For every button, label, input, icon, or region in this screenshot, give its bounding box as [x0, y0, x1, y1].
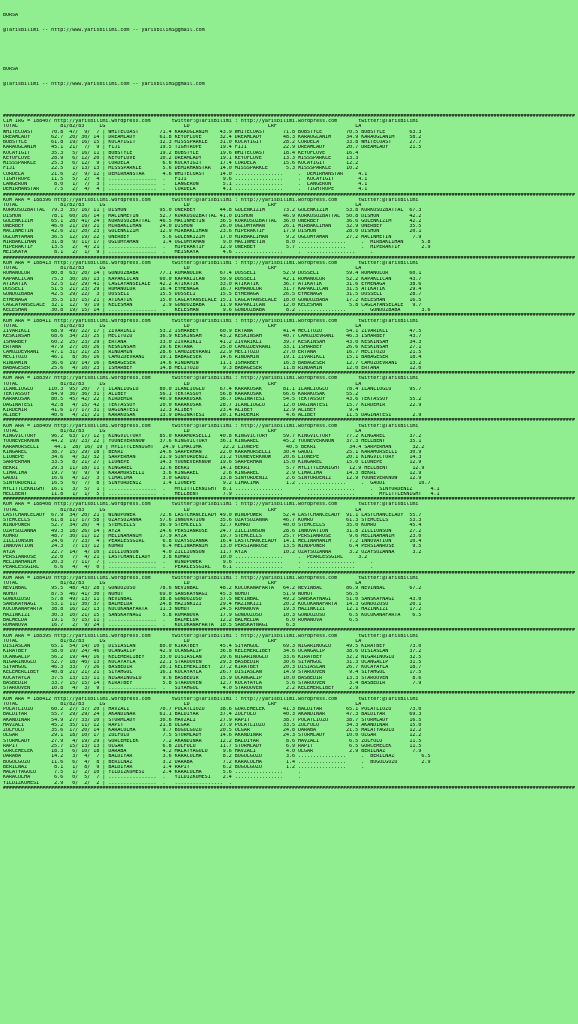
- table-row: GUNDUZBABA 42.5 29/ 22/ 3 | DUSSELI 15.5 DUSSELI 15.5 EYMENAGA 26.5 EYMENAGA 31.5 DUSSELI 28.7: [3, 292, 422, 298]
- column-header: TOTAL 81/82/83 LG LD LRF LA: [3, 124, 362, 130]
- table-row: KARACULHA 6.6 0/ 5/ 7 | ................ . YILDIZKUMESI 2.4 ................ .: [3, 775, 302, 781]
- table-row: KARAMURSELLI 44.1 28/ 16/ 19 | MYLITTLEKNIGHT 24.9 CIMACIMA 22.2 LIONEPE 40.5 BEKRI 34.4 SARPERHAN 32.2: [3, 444, 425, 450]
- table-row: OGLUMYAMAN 36.5 12/ 19/ 22 | ONERBEY 5.6 GULENKIZIM 17.0 MIRBAKLIHAN 9.2 OGLUMYAMAN 27.2 MACINMETIN 7.9: [3, 234, 422, 240]
- section-divider: ##############################################################################################################################################################################################: [3, 255, 575, 261]
- table-row: ERTANA 47.9 27/ 10/ 26 | KESKINSAH 29.6 ERTANA 25.0 CAMUZDEVRANI 33.1 ISHARBEY 26.6 KESKINSAH 27.1: [3, 344, 422, 350]
- race-header: KUM ARA = 188397 http://yarisbilimi.wordpress.com twitter:@TarisBilimi : http://yarisbilimi.wordpress.com twitter:@TarisBilimi: [3, 376, 419, 382]
- table-row: KELEMERLIBEY 40.8 21/ 21/ 21 | SIYAHGUL 16.1 KOCAYAYLA 26.7 DISIASLAN 14.9 STAROOVEN 9.4 SIYAHGUL 17.5: [3, 670, 422, 676]
- table-row: BALMELDA 19.1 5/ 15/ 11 | ................ . BALMELDA 12.2 BALMELDA 6.0 ROMANOVA 6.5: [3, 617, 359, 623]
- table-row: LASTCHANCELADY 67.9 34/ 20/ 21 | WINDPOWER 72.6 LASTCHANCELADY 49.0 WINDPOWER 52.4 LASTCHANCELADY 91.1 LASTCHANCELADY 55.7: [3, 512, 422, 518]
- table-row: NIGARINOGLU 52.7 18/ 40/ 13 | KOCAYAYLA 22.1 STAROOVEN 29.3 BASBEDIR 30.6 SIYAHGUL 31.3 UCANGALIP 31.5: [3, 659, 422, 665]
- table-row: DISIASLAN 65.1 54/ 14/ 10 | DISIASLAN 80.0 KIRATBEY 45.4 SIYAHGUL 69.3 NIGARINOGLU 49.5 KIRATBEY 73.0: [3, 644, 422, 649]
- table-row: MIRBAKLIHAN 31.8 9/ 11/ 17 | OGLUMYAMAN 1.4 OGLUMYAMAN 9.0 MACINMETIN 8.0 ................ . MIRBAKLIHAN 5.8: [3, 239, 431, 245]
- table-row: MELINAHANIM 20.3 7/ 11/ 7 | ................ . WINDPOWER 9.6 ................ . ................ .: [3, 560, 374, 565]
- table-row: SINYORDENIZ 16.5 6/ 7/ 8 | SINYORDENIZ 1.4 LIONEPE 9.2 CIMACIMA 1.2 ................ . GAUDI 10.7: [3, 481, 431, 487]
- spacer: [3, 44, 575, 56]
- table-row: FIJI 22.5 1/ 13/ 13 | MISSSPARKLE 5.6 DEMIRHANSTAR 14.0 MISSSPARKLE 5.3 MISSSPARKLE 10.2: [3, 166, 359, 172]
- section-divider: ##############################################################################################################################################################################################: [3, 113, 575, 119]
- table-row: STEMCELLS 61.8 11/ 17/ 58 | OZAYSUZANNA 57.6 INNOVATION 35.6 OZAYSUZANNA 46.7 KUMRU 61.3 STEMCELLS 53.3: [3, 518, 422, 523]
- table-row: LANGERON 8.0 1/ 7/ 3 | ................ . LANGERON 5.1 ................ . LANGERON 4.1: [3, 182, 368, 187]
- table-row: CAGLAYANSELALE 32.1 12/ 9/ 19 | KELESHAN 2.9 GUNDUZBABA 11.9 KAPAKLICAN 12.0 KELESHAN 5.8 CAGLAYANSELALE 9.7: [3, 302, 422, 308]
- table-row: KESKINSAH 68.6 34/ 23/ 25 | MECITOZU 36.9 KESKINSAH 43.2 KESKINSAH 40.7 CAMUZDEVRANI 46.3 ISHARBEY 43.7: [3, 334, 422, 340]
- section-divider: ##############################################################################################################################################################################################: [3, 313, 575, 319]
- table-row: EYMENAGA 35.5 13/ 15/ 21 | ATIKATIK 15.0 CAGLAYANSELALE 15.1 CAGLAYANSELALE 18.0 GUNDUZBABA 17.2 KELESHAN 16.5: [3, 297, 422, 303]
- table-row: TEKTASSOY 84.9 36/ 36/ 31 | ALIBEY 56.1 TEKTASSOY 56.8 KARAKUSAK 66.6 KARAKUSAK 55.2: [3, 392, 359, 397]
- race-header: KUM ARA = 188412 http://yarisbilimi.wordpress.com twitter:@TarisBilimi : http://yarisbilimi.wordpress.com twitter:@TarisBilimi: [3, 696, 419, 702]
- table-row: KORKUSUZBATTAL 79.3 35/ 16/ 11 | DISHUN 95.0 ONERBEY 44.8 GULENKIZIM 73.2 GULENKIZIM 53.8 KORKUSUZBATTAL 67.3: [3, 208, 422, 214]
- table-row: KOCAYAYLA 37.5 13/ 13/ 11 | NIGARINOGLU 9.6 BASBEDIR 15.9 UCANGALIP 10.0 BASBEDIR 13.3 STAROOVEN 8.6: [3, 675, 422, 681]
- table-row: RINDAMIN 36.6 19/ 14/ 16 | BABAGESER 14.6 RINDAMIN 11.1 ISHARBEY 16.3 BABAGESER 12.7 CAMUZDEVRANI 13.2: [3, 360, 422, 366]
- table-row: MECITOZU 46.1 8/ 36/ 16 | CAMUZDEVRANI 19.1 BABAGESER 14.6 RINDAMIN 19.1 ZIVARIKLI 15.1 BABAGESER 18.4: [3, 355, 422, 361]
- table-row: YILDIZKUMESI 2.9 0/ 2/ 2 | ................ . ................ .: [3, 780, 232, 786]
- table-row: DUSSELI 51.5 21/ 23/ 29 | ROMANOLUR 16.4 EYMENAGA 16.7 ROMANOLUR 31.7 KAPAKLICAN 31.5 ATIKATIK 29.4: [3, 287, 422, 292]
- table-row: POLATLIOZU 60.2 27/ 37/ 20 | HAVZALI 70.7 POLATLIOZU 38.6 GORCEMELEK 41.3 BALDIYAR 65.1 POLATLIOZU 73.0: [3, 707, 422, 712]
- table-row: TIGHTROPE 11.5 5/ 2/ 4 | ................ . FIJI 9.6 ................ . KOCAYIGIT 4.1: [3, 176, 368, 182]
- race-header: KUM ARA = 188410 http://yarisbilimi.wordpress.com twitter:@TarisBilimi : http://yarisbilimi.wordpress.com twitter:@TarisBilimi: [3, 575, 419, 581]
- table-row: ALIBEY 40.6 4/ 21/ 21 | KARAKUSAK 13.9 DAGINATESI 20.1 KIRDEMIR 4.6 ALIBEY 11.5 DAGINATESI 2.9: [3, 413, 422, 418]
- table-row: GAUDI 16.6 4/ 12/ 3 | CIMACIMA 3.0 GAUDI 13.8 SINYORDENIZ 2.6 SINYORDENIZ 12.9 YOUNEVERKNOW 12.9: [3, 476, 422, 481]
- column-header: TOTAL 81/82/83 LG LD LRF LA: [3, 701, 362, 707]
- column-header: TOTAL 81/82/83 LG LD LRF LA: [3, 323, 362, 329]
- table-row: HIPERAKTIF 13.5 2/ 4/ 21 | ................ . HIPERAKTIF 12.9 ONERBEY 5.7 ................ . HIPERAKTIF 2.9: [3, 245, 431, 250]
- table-row: CORDELA 21.6 2/ 9/ 12 | DEMIRHANSTAR 4.6 WHITECOAST 14.0 ................ . DEMIRHANSTAR 4.1: [3, 171, 368, 177]
- table-row: SIYAHGUL 46.3 33/ 7/ 26 | BASBEDIR 20.1 KELEMERLIBEY 27.2 KIRATBEY 20.3 DISIASLAN 26.7 KOCAYAYLA 18.7: [3, 665, 422, 670]
- table-row: ONERBEY 46.0 21/ 19/ 21 | MIRBAKLIHAN 24.0 DISHUN 26.0 OGLUMYAMAN 26.1 MIRBAKLIHAN 32.9 ONERBEY 35.5: [3, 224, 422, 229]
- table-row: CIMACIMA 19.7 9/ 9/ 9 | KARAMURSELLI 3.6 KINGAREL 2.6 KINGAREL 2.9 CIMACIMA 14.3 BEKRI 12.9: [3, 470, 422, 476]
- report-title-2: BORSA: [3, 66, 19, 72]
- column-header: TOTAL 81/82/83 LG LD LRF LA: [3, 581, 362, 586]
- table-row: ATIKATIK 52.5 12/ 29/ 41 | CAGLAYANSELALE 42.2 ATIKATIK 33.0 ATIKATIK 36.7 ATIKATIK 31.6 EYMENAGA 38.6: [3, 281, 422, 287]
- table-row: KIRATBEY 58.0 19/ 24/ 46 | UCANGALIP 42.9 UCANGALIP 36.8 KELEMERLIBEY 34.6 UCANGALIP 38.6 DISIASLAN 37.2: [3, 649, 422, 655]
- table-row: LIONEPE 34.6 4/ 32/ 32 | SARPERHAN 21.9 SINYORDENIZ 21.2 YOUNEVERKNOW 20.6 LIONEPE 20.1 KINGVICTORY 14.3: [3, 455, 422, 460]
- table-row: DISHUN 78.1 60/ 16/ 14 | MACINMETIN 52.7 KORKUSUZBATTAL 41.0 DISHUN 46.9 KORKUSUZBATTAL 50.8 DISHUN 42.2: [3, 213, 422, 219]
- table-row: KUMRU 48.7 30/ 11/ 12 | MELINAHANIM 17.9 AYZA 19.7 STEMCELLS 25.7 PERSIANROSE 9.6 MELINAHANIM 23.0: [3, 533, 422, 539]
- table-row: BABAGESER 25.6 4/ 10/ 23 | ISHARBEY 14.8 MECITOZU 9.3 BABAGESER 11.8 RINDAMIN 12.0 ERTANA 12.0: [3, 365, 422, 371]
- table-row: AKANDINAR 54.9 27/ 33/ 10 | STORMLADY 30.6 HAVZALI 27.9 RAPIT 38.7 POLATLIOZU 38.7 STORMLADY 16.5: [3, 717, 422, 723]
- race-header: KUM ARA = 188411 http://yarisbilimi.wordpress.com twitter:@TarisBilimi : http://yarisbilimi.wordpress.com twitter:@TarisBilimi: [3, 318, 419, 324]
- table-row: YOUNEVERKNOW 44.2 19/ 23/ 22 | YOUNEVERKNOW 37.6 KINGVICTORY 36.1 KINGAREL 45.2 YOUNEVERKNOW 37.3 HELLBENT 35.1: [3, 439, 422, 445]
- column-header: TOTAL 81/82/83 LG LD LRF LA: [3, 638, 362, 644]
- table-row: ZIVARIKLI 68.9 49/ 22/ 17 | ZIVARIKLI 53.2 ISHARBEY 60.9 ERTANA 41.4 MECITOZU 54.1 ZIVARIKLI 47.5: [3, 329, 422, 334]
- table-row: DAGINATESI 42.8 4/ 15/ 42 | TEKTASSOY 20.0 KARAKUSAK 28.7 ILANLIOGLU 12.0 DAGINATESI 15.7 KIRDEMIR 22.9: [3, 402, 422, 408]
- table-row: STAROOVEN 10.8 4/ 3/ 9 | ................ . SIYAHGUL 4.0 STAROOVEN 2.2 KELEMERLIBEY 2.9: [3, 686, 359, 691]
- table-row: ROMANOLUR 80.8 63/ 20/ 14 | GUNDUZBABA 77.1 ROMANOLUR 67.4 DUSSELI 52.9 DUSSELI 59.4 ROMANOLUR 60.1: [3, 271, 422, 277]
- report-credit: @TarisBilimi -- http://www.yarisbilimi.com -- yarisbilimi@gmail.com: [3, 28, 205, 34]
- table-row: MEISKAYA 8.1 2/ 1/ 9 | ................ . MEISKAYA 4.6 ................ . ................ .: [3, 250, 374, 256]
- table-row: MYLITTLEKNIGHT 16.1 3/ 5/ 1 | ................ . MYLITTLEKNIGHT 8.1 ................ . ................ . SINYORDENIZ 4.1: [3, 486, 440, 492]
- table-row: BERILNAZ 8.1 1/ 8/ 9 | BALDIYAR 1.4 RAPIT 6.2 BUGULGOZU 1.2 ................ .: [3, 764, 365, 770]
- race-sections: [3, 114, 575, 791]
- table-row: STORMLADY 27.9 4/ 19/ 29 | GORCEMELEK 7.2 AKANDINAR 12.2 BALDIYAR 8.6 HAVZALI 6.5 ZULFULU 11.5: [3, 738, 422, 744]
- table-row: KUCUKANAFARTA 38.8 16/ 12/ 13 | KUCUKANAFARTA 11.3 NOHUT 24.5 ROMANOVA 19.3 HAZINKIZI 12.1 HAZINKIZI 17.2: [3, 607, 422, 613]
- column-header: TOTAL 81/82/83 LG LD LRF LA: [3, 203, 362, 208]
- section-divider: ##############################################################################################################################################################################################: [3, 418, 575, 424]
- table-row: KOCAYIGIT 35.3 5/ 16/ 11 | BOBSTYLE 19.2 BOBSTYLE 19.6 WHITECOAST 18.4 KEYOFLOVE 16.4: [3, 150, 359, 156]
- table-row: KARAOGLANIM 45.1 21/ 7/ 9 | FIJI 19.5 TIGHTROPE 19.4 FIJI 22.9 DREAMLADY 20.7 DREAMLADY 21.5: [3, 145, 422, 151]
- report-credit-2: @TarisBilimi -- http://www.yarisbilimi.com -- yarisbilimi@gmail.com: [3, 82, 205, 88]
- table-row: OZAYSUZANNA 49.3 18/ 26/ 14 | AYZA 24.6 PERSIANROSE 24.7 ZILLIONSUN 28.6 INNOVATION 31.8 ZILLIONSUN 27.2: [3, 528, 422, 534]
- race-header: KUM ARA = 188396 http://yarisbilimi.wordpress.com twitter:@TarisBilimi : http://yarisbilimi.wordpress.com twitter:@TarisBilimi: [3, 197, 419, 203]
- race-header: KUM ARA = 188395 http://yarisbilimi.wordpress.com twitter:@TarisBilimi : http://yarisbilimi.wordpress.com twitter:@TarisBilimi: [3, 633, 419, 639]
- table-row: GULENKIZIM 65.1 28/ 41/ 24 | KORKUSUZBATTAL 46.5 MACINMETIN 36.5 KORKUSUZBATTAL 36.0 ONERBEY 36.6 GULENKIZIM 42.2: [3, 218, 422, 224]
- table-row: BEKRI 29.3 11/ 18/ 11 | KINGAREL 12.6 BEKRI 14.1 BEKRI 5.7 MYLITTLEKNIGHT 12.9 HELLBENT 12.9: [3, 465, 425, 471]
- table-row: WHITECOAST 70.8 47/ 9/ 7 | WHITECOAST 71.4 KARAOGLANIM 43.9 WHITECOAST 71.8 BOBSTYLE 70.5 BOBSTYLE 63.3: [3, 129, 422, 135]
- table-row: KIRDEMIR 41.6 17/ 17/ 31 | DAGINATESI 12.3 ALIBEY 23.4 ALIBEY 12.9 ALIBEY 9.4: [3, 407, 359, 413]
- table-row: DREAMLADY 62.7 20/ 30/ 14 | DREAMLADY 61.8 KEYOFLOVE 32.4 DREAMLADY 48.3 KARAOGLANIM 34.9 KARAOGLANIM 58.2: [3, 134, 422, 140]
- table-row: PERSIANROSE 22.0 7/ 4/ 21 | LASTCHANCELADY 3.8 KUMRU 10.0 ................ . PEARLESSGIRL 3.2: [3, 554, 368, 560]
- table-row: MALATYAGULU 7.5 1/ 2/ 10 | YILDIZKUMESI 2.4 KARACULHA 5.6 ................ .: [3, 770, 302, 775]
- table-row: KARAKUSAK 80.5 45/ 42/ 22 | KIRDEMIR 40.9 KARAKUSAK 36.7 DAGINATESI 54.5 TEKTASSOY 43.6 TEKTASSOY 55.2: [3, 397, 422, 403]
- column-header: TOTAL 81/82/83 LG LD LRF LA: [3, 507, 362, 513]
- race-header: KUM ARA = 188408 http://yarisbilimi.wordpress.com twitter:@TarisBilimi : http://yarisbilimi.wordpress.com twitter:@TarisBilimi: [3, 502, 419, 508]
- table-row: INNOVATION 24.3 7/ 13/ 12 | KUMRU 6.4 MELINAHANIM 13.0 PERSIANROSE 13.5 WINDPOWER 6.4 PERSIANROSE 9.5: [3, 544, 422, 550]
- table-row: BOBSTYLE 61.8 19/ 16/ 15 | KOCAYIGIT 32.3 MISSSPARKLE 31.0 KOCAYIGIT 28.2 CORDELA 33.8 WHITECOAST 27.7: [3, 140, 422, 145]
- race-header: KUM ARA = 188413 http://yarisbilimi.wordpress.com twitter:@TarisBilimi : http://yarisbilimi.wordpress.com twitter:@TarisBilimi: [3, 260, 419, 266]
- race-header: CIM IRG = 188407 http://yarisbilimi.wordpress.com twitter:@TarisBilimi : http://yarisbilimi.wordpress.com twitter:@TarisBilimi: [3, 119, 419, 124]
- table-row: KINGAREL 38.7 15/ 29/ 18 | BEKRI 24.6 SARPERHAN 22.0 KARAMURSELLI 30.4 GAUDI 25.1 KARAMURSELLI 30.9: [3, 449, 422, 455]
- table-row: ILANLIOGLU 110.3 95/ 20/ 7 | ILANLIOGLU 80.0 ILANLIOGLU 67.4 KARAKUSAK 81.1 ILANLIOGLU 78.4 ILANLIOGLU 95.7: [3, 386, 422, 392]
- table-row: MISSSPARKLE 25.3 6/ 12/ 9 | CORDELA 6.6 KOCAYIGIT 17.4 CORDELA 15.6 KOCAYIGIT 12.2: [3, 161, 359, 166]
- section-divider: ##############################################################################################################################################################################################: [3, 785, 575, 791]
- table-row: ISHARBEY 60.2 25/ 23/ 29 | ERTANA 33.0 ZIVARIKLI 41.2 ZIVARIKLI 39.7 KESKINSAH 43.0 KESKINSAH 34.3: [3, 339, 422, 345]
- table-row: GORCEMELEK 18.3 6/ 10/ 18 | DARABA 4.2 MALATYAGULU 9.6 HAVZALI 4.0 OLGAR 2.9 BERILNAZ 7.9: [3, 749, 422, 754]
- section-divider: ##############################################################################################################################################################################################: [3, 570, 575, 576]
- spacer-2: [3, 98, 575, 103]
- table-row: ROMANOVA 16.7 2/ 9/ 24 | ................ . KUCUKANAFARTA 10.5 SANSKAYNAGI 6.3: [3, 623, 295, 628]
- table-row: DARABA 14.2 3/ 4/ 7 | BALDIYAR 3.6 KARACULHA 8.2 BUGULGOZU 3.6 ................ . BERILNAZ 6.5: [3, 754, 431, 760]
- table-row: SARPERHAN 33.5 8/ 21/ 27 | LIONEPE 14.3 YOUNEVERKNOW 19.6 SARPERHAN 15.0 KINGAREL 15.0 LIONEPE 12.9: [3, 460, 422, 466]
- section-divider: ##############################################################################################################################################################################################: [3, 192, 575, 198]
- section-divider: ##############################################################################################################################################################################################: [3, 628, 575, 634]
- table-row: ZILLIONSUN 24.6 7/ 23/ 4 | PEARLESSGIRL 6.8 OZAYSUZANNA 16.4 LASTCHANCELADY 14.1 MELINAHANIM 7.2 INNOVATION 10.4: [3, 539, 422, 544]
- table-row: DEMIRHANSTAR 7.5 2/ 4/ 4 | ................ . CORDELA 4.1 ................ . TIGHTROPE 4.1: [3, 187, 368, 193]
- table-row: MACINMETIN 42.6 21/ 20/ 23 | GULENKIZIM 12.9 MIRBAKLIHAN 23.6 HIPERAKTIF 17.9 DISHUN 28.0 DISHUN 20.1: [3, 229, 422, 235]
- table-row: KEYOFLOVE 28.9 6/ 12/ 20 | KEYOFLOVE 10.2 DREAMLADY 19.1 KEYOFLOVE 13.3 MISSSPARKLE 13.3: [3, 155, 359, 161]
- column-header: TOTAL 81/82/83 LG LD LRF LA: [3, 428, 362, 434]
- table-row: SANSKAYNAGI 53.1 11/ 30/ 37 | BALMELDA 24.8 HAZINKIZI 29.4 HAZINKIZI 20.2 KUCUKANAFARTA 14.3 GUNDUZUSU 20.1: [3, 602, 422, 607]
- table-row: CAMUZDEVRANI 47.1 31/ 21/ 25 | RINDAMIN 28.6 CAMUZDEVRANI 22.9 MECITOZU 27.0 ERTANA 16.7 MECITOZU 21.5: [3, 350, 422, 355]
- section-divider: ##############################################################################################################################################################################################: [3, 691, 575, 697]
- table-row: PEARLESSGIRL 6.6 4/ 4/ 0 | ................ . PEARLESSGIRL 6.1 ................ . ................ .: [3, 565, 374, 571]
- table-row: OLGAR 29.1 18/ 10/ 17 | ZULFULU 7.5 STORMLADY 14.6 AKANDINAR 24.3 STORMLADY 10.0 OLGAR 12.2: [3, 733, 422, 739]
- table-row: KINGVICTORY 96.2 63/ 17/ 12 | KINGVICTORY 85.0 KARAMURSELLI 40.8 KINGVICTORY 59.7 KINGVICTORY 77.2 KINGAREL 37.2: [3, 434, 422, 439]
- section-divider: ##############################################################################################################################################################################################: [3, 497, 575, 502]
- table-row: AYZA 22.7 14/ 4/ 10 | ZILLIONSUN 4.0 ZILLIONSUN 11.7 AYZA 10.2 OZAYSUZANNA 3.2 OZAYSUZANNA 3.2: [3, 549, 422, 555]
- table-row: WINDPOWER 52.7 34/ 26/ 4 | STEMCELLS 36.9 STEMCELLS 32.7 KUMRU 40.0 STEMCELLS 35.0 KUMRU 45.4: [3, 523, 422, 529]
- table-row: KELESHAN 30.8 19/ 15/ 14 | ................ . KELESHAN 9.6 GUNDUZBABA 8.2 ................ . GUNDUZBABA 3.6: [3, 308, 431, 313]
- race-header: KUM ARA = 188409 http://yarisbilimi.wordpress.com twitter:@TarisBilimi : http://yarisbilimi.wordpress.com twitter:@TarisBilimi: [3, 423, 419, 429]
- section-divider: ##############################################################################################################################################################################################: [3, 371, 575, 376]
- table-row: BASBEDIR 33.7 15/ 15/ 14 | KIRATBEY 5.8 STAROOVEN 12.7 KOCAYAYLA 5.6 STAROOVEN 3.4 BASBEDIR 7.9: [3, 680, 422, 686]
- table-row: RAPIT 25.7 15/ 13/ 13 | OLGAR 6.8 ZULFULU 11.7 STORMLADY 6.9 RAPIT 6.5 GORCEMELEK 11.5: [3, 743, 422, 749]
- column-header: TOTAL 81/82/83 LG LD LRF LA: [3, 266, 362, 271]
- table-row: BALDIYAR 55.7 29/ 29/ 24 | AKANDINAR 61.1 BALDIYAR 37.4 ZULFULU 40.3 AKANDINAR 47.3 BALDIYAR 69.3: [3, 712, 422, 718]
- table-row: NOHUT 87.5 46/ 41/ 30 | NOHUT 69.0 SANSKAYNAGI 45.3 NOHUT 51.9 NOHUT 56.5: [3, 591, 359, 597]
- table-row: NEVINBAL 95.5 48/ 43/ 28 | GUNDUZUSU 78.6 NEVINBAL 48.2 KUCUKANAFARTA 64.2 NEVINBAL 86.9 NEVINBAL 67.2: [3, 586, 422, 592]
- table-row: KAPAKLICAN 75.3 30/ 16/ 13 | KAPAKLICAN 60.0 KAPAKLICAN 59.9 DUSSELI 42.1 ROMANOLUR 52.2 KAPAKLICAN 43.7: [3, 276, 422, 282]
- table-row: UCANGALIP 56.2 19/ 44/ 16 | KELEMERLIBEY 33.0 DISIASLAN 29.6 NIGARINOGLU 33.6 KIRATBEY 32.2 NIGARINOGLU 32.5: [3, 654, 422, 660]
- table-row: BUGULGOZU 11.6 6/ 4/ 8 | BERILNAZ 3.2 DARABA 7.2 KARACULHA 1.4 ................ . BUGULGOZU 2.9: [3, 759, 431, 765]
- table-row: HELLBENT 11.8 1/ 1/ 5 | ................ . HELLBENT 7.9 ................ . ................ . MYLITTLEKNIGHT 4.1: [3, 491, 440, 497]
- table-row: HAVZALI 45.2 35/ 11/ 12 | RAPIT 21.8 OLGAR 27.9 POLATLIOZU 33.5 ZULFULU 34.3 AKANDINAR 15.0: [3, 722, 422, 728]
- table-row: ZULFULU 35.6 17/ 20/ 14 | KARACULHA 9.7 BUGULGOZU 20.5 OLGAR 24.8 DARABA 21.5 MALATYAGULU 12.2: [3, 728, 422, 733]
- report-title: BORSA: [3, 12, 19, 18]
- column-header: TOTAL 81/82/83 LG LD LRF LA: [3, 381, 362, 387]
- table-row: GUNDUZUSU 57.8 49/ 13/ 11 | NEVINBAL 38.8 GUNDUZUSU 37.5 NEVINBAL 49.2 SANSKAYNAGI 51.0 SANSKAYNAGI 43.0: [3, 596, 422, 602]
- table-row: HAZINKIZI 30.3 10/ 21/ 15 | SANSKAYNAGI 5.8 ROMANOVA 17.9 GUNDUZUSU 10.3 GUNDUZUSU 6.5 KUCUKANAFARTA 6.5: [3, 612, 422, 618]
